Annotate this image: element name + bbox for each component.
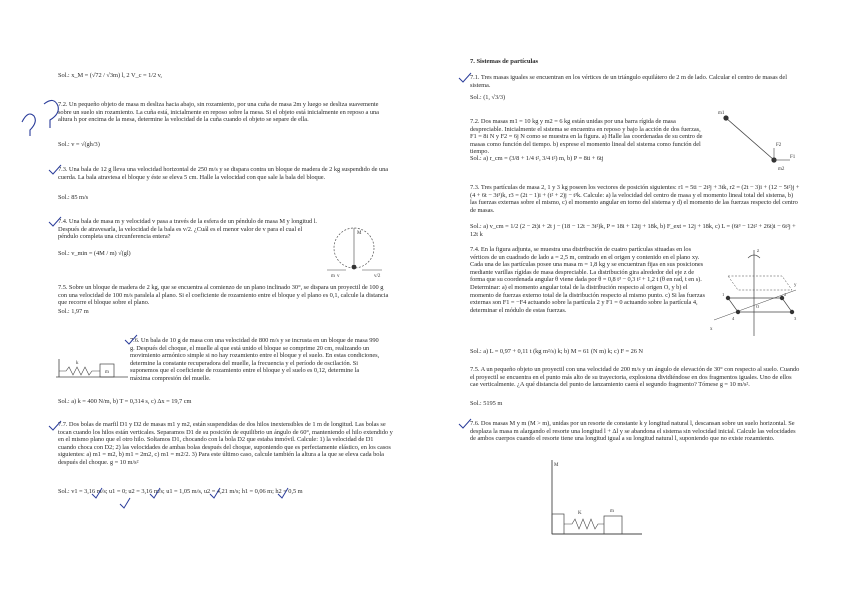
problem-7-4b bbox=[470, 246, 706, 314]
problem-answer: Sol.: a) k = 400 N/m, b) T = 0,314 s, c) Δx = 19,7 cm bbox=[58, 398, 192, 405]
label-O: O bbox=[756, 304, 760, 309]
problem-7-5b bbox=[470, 366, 800, 389]
pendulum-figure bbox=[322, 222, 390, 282]
label-y: y bbox=[794, 283, 797, 288]
label-1: 1 bbox=[722, 292, 725, 297]
problem-answer: Sol.: v = √(gh/3) bbox=[58, 141, 100, 148]
label-m: m bbox=[331, 274, 335, 279]
problem-text: 7.5. A un pequeño objeto un proyectil con una velocidad de 200 m/s y un ángulo de elevación de 30° con respecto al suelo. Cuando el proyectil se encuentra en el punto más alto de su trayectoria, explosiona dividiéndose en dos fragmentos iguales. Uno de ellos cae verticalmente. ¿A qué distancia del punto de lanzamiento caerá el segundo fragmento? Tómese g = 10 m/s². bbox=[470, 366, 800, 389]
label-x: x bbox=[710, 327, 713, 332]
label-v-half: v/2 bbox=[374, 274, 381, 279]
problem-7-2b bbox=[470, 118, 706, 156]
problem-text: 7.2. Dos masas m1 = 10 kg y m2 = 6 kg están unidas por una barra rígida de masa despreciable. Inicialmente el sistema se encuentra en reposo y bajo la acción de dos fuerzas, F1 = 8i N y F2 = 6j N como se muestra en la figura. a) Halle las coordenadas de su centro de masas como función del tiempo. b) exprese el momento lineal del sistema como función del tiempo. bbox=[470, 118, 703, 156]
square-figure bbox=[710, 242, 800, 342]
problem-text: 7.7. Dos bolas de marfil D1 y D2 de masas m1 y m2, están suspendidas de dos hilos inextensibles de 1 m de longitud. Las bolas se tocan cuando los hilos están verticales. Separamos D1 de su posición de equilibrio un ángulo de 60°, manteniendo el hilo extendido y en el mismo plano que el otro hilo. Soltamos D1, chocando con la bola D2 que estaba inmóvil. Calcule: 1) la velocidad de D1 cuando choca con D2; 2) las velocidades de ambas bolas después del choque, suponiendo que es perfectamente elástico, en los casos siguientes: a) m1 = m2, b) m1 = 2m2, c) m1 = m2/2. 3) Para este último caso, calcule también la altura a la que se eleva cada bola después del choque. g = 10 m/s² bbox=[58, 421, 393, 466]
problem-7-5 bbox=[58, 284, 393, 307]
problem-7-4 bbox=[58, 218, 318, 241]
label-M: M bbox=[554, 463, 559, 468]
problem-answer: Sol.: v_min = (4M / m) √(gl) bbox=[58, 250, 131, 257]
right-page bbox=[470, 0, 800, 599]
problem-answer: Sol.: a) r_cm = (3/8 + 1/4 t², 3/4 t²) m, b) P = 8ti + 6tj bbox=[470, 155, 604, 162]
problem-7-3b bbox=[470, 184, 800, 214]
problem-text: 7.3. Una bala de 12 g lleva una velocidad horizontal de 250 m/s y se dispara contra un bloque de madera de 2 kg suspendido de una cuerda. La bala atraviesa el bloque y éste se eleva 5 cm. Halle la velocidad con que sale la bala del bloque. bbox=[58, 166, 389, 181]
problem-text: 7.6. Un bala de 10 g de masa con una velocidad de 800 m/s y se incrusta en un bloque de masa 990 g. Después del choque, el muelle al que está unido el bloque se comprime 20 cm, realizando un movimiento armónico simple si no hay rozamiento entre el bloque y el suelo. En estas condiciones, determine la constante recuperadora del muelle, la frecuencia y el período de oscilación. Si suponemos que el coeficiente de rozamiento entre el bloque y el suelo es 0,12, determine la máxima compresión del muelle. bbox=[130, 337, 380, 382]
problem-answer: Sol.: (1, √3/3) bbox=[470, 94, 506, 101]
label-2: 2 bbox=[784, 292, 787, 297]
problem-text: 7.5. Sobre un bloque de madera de 2 kg, que se encuentra al comienzo de un plano inclinado 30°, se dispara un proyectil de 100 g con una velocidad de 100 m/s paralela al plano. Si el coeficiente de rozamiento entre el bloque y el plano es 0,1, calcule la distancia que recorre el bloque sobre el plano. bbox=[58, 284, 389, 307]
label-m1: m1 bbox=[718, 111, 725, 116]
problem-7-3 bbox=[58, 166, 393, 181]
label-z: z bbox=[757, 249, 760, 254]
rod-figure bbox=[718, 108, 800, 174]
label-F2: F2 bbox=[776, 143, 782, 148]
label-m: m bbox=[105, 370, 109, 375]
spring-block-figure bbox=[56, 347, 134, 381]
problem-text: 7.6. Dos masas M y m (M > m), unidas por un resorte de constante k y longitud natural l, descansan sobre un suelo horizontal. Se desplaza la masa m alargando el resorte una longitud l + Δl y se abandona el sistema sin velocidad inicial. Calcule las velocidades de ambos cuerpos cuando el resorte tiene una longitud igual a su longitud natural l, suponiendo que no existe rozamiento. bbox=[470, 420, 796, 443]
left-page bbox=[50, 0, 395, 599]
label-m: m bbox=[610, 509, 614, 514]
problem-text: 7.3. Tres partículas de masa 2, 1 y 3 kg poseen los vectores de posición siguientes: r1 = 5ti − 2t²j + 3tk, r2 = (2t − 3)i + (12 − 5t²)j + (4 + 6t − 3t³)k, r3 = (2t − 1)i + (t² + 2)j − t³k. Calcule: a) la velocidad del centro de masa y el momento lineal total del sistema, b) las fuerzas externas sobre el mismo, c) el momento angular en torno del sistema y d) el momento de las fuerzas respecto del centro de masas. bbox=[470, 184, 800, 214]
problem-7-6b bbox=[470, 420, 800, 443]
label-4: 4 bbox=[732, 316, 735, 321]
label-3: 3 bbox=[794, 316, 797, 321]
problem-answer: Sol.: 5195 m bbox=[470, 400, 503, 407]
label-k: k bbox=[76, 361, 79, 366]
top-formula: Sol.: x_M = (√72 / √3m) l, 2 V_c = 1/2 v, bbox=[58, 72, 162, 79]
label-F1: F1 bbox=[790, 155, 796, 160]
spring-masses-figure bbox=[542, 456, 652, 540]
problem-text: 7.4. Una bala de masa m y velocidad v pasa a través de la esfera de un péndulo de masa M y longitud l. Después de atravesarla, la velocidad de la bala es v/2. ¿Cuál es el menor valor de v para el cual el péndulo completa una circunferencia entera? bbox=[58, 218, 317, 241]
problem-7-2 bbox=[58, 101, 393, 124]
problem-answer: Sol.: a) L = 0,97 + 0,11 t (kg m²/s) k; b) M = 61 (N m) k; c) F = 26 N bbox=[470, 348, 644, 355]
label-v: v bbox=[337, 274, 340, 279]
problem-7-6 bbox=[130, 337, 380, 383]
problem-answer: Sol.: 1,97 m bbox=[58, 308, 89, 315]
section-title: 7. Sistemas de partículas bbox=[470, 58, 538, 65]
label-m2: m2 bbox=[778, 167, 785, 172]
problem-text: 7.1. Tres masas iguales se encuentran en los vértices de un triángulo equilátero de 2 m de lado. Calcular el centro de masas del sistema. bbox=[470, 74, 787, 89]
label-K: K bbox=[578, 511, 582, 516]
problem-7-7 bbox=[58, 421, 393, 467]
problem-answer: Sol.: 85 m/s bbox=[58, 194, 89, 201]
problem-text: 7.2. Un pequeño objeto de masa m desliza hacia abajo, sin rozamiento, por una cuña de masa 2m y luego se desliza suavemente sobre un suelo sin rozamiento. La cuña está, inicialmente en reposo sobre la mesa. Si el objeto está inicialmente en reposo a una altura h por encima de la mesa, determine la velocidad de la cuña cuando el objeto se separe de ella. bbox=[58, 101, 379, 124]
problem-answer: Sol.: v1 = 3,16 m/s; u1 = 0; u2 = 3,16 m/s; u1 = 1,05 m/s, u2 = 4,21 m/s; h1 = 0,06 m; h2 = 0,5 m bbox=[58, 488, 303, 495]
problem-answer: Sol.: a) v_cm = 1/2 (2 − 2t)i + 2t j − (18 − 12t − 3t²)k, P = 18i + 12tj + 18k, b) F_ext = 12j + 18k, c) L = (6t³ − 12t² + 26t)i − 6t²j + 12t k bbox=[470, 223, 796, 238]
label-M: M bbox=[357, 231, 362, 236]
problem-7-1 bbox=[470, 74, 800, 89]
problem-text: 7.4. En la figura adjunta, se muestra una distribución de cuatro partículas situadas en los vértices de un cuadrado de lado a = 2,5 m, centrado en el origen y contenido en el plano xy. Cada una de las partículas posee una masa m = 1,8 kg y se encuentran fijas en sus posiciones mediante varillas rígidas de masa despreciable. La distribución gira alrededor del eje z de forma que su coordenada angular θ viene dada por θ = 0,8 t³ − 0,3 t² + 1,2 t (θ en rad, t en s). Determinar: a) el momento angular total de la distribución respecto al origen O, y b) el momento de fuerzas externo total de la distribución respecto al mismo punto. c) Si las fuerzas externas son F1 = −F4 actuando sobre la partícula 2 y F1 = 0 actuando sobre la partícula 4, determinar el módulo de estas fuerzas. bbox=[470, 246, 705, 314]
